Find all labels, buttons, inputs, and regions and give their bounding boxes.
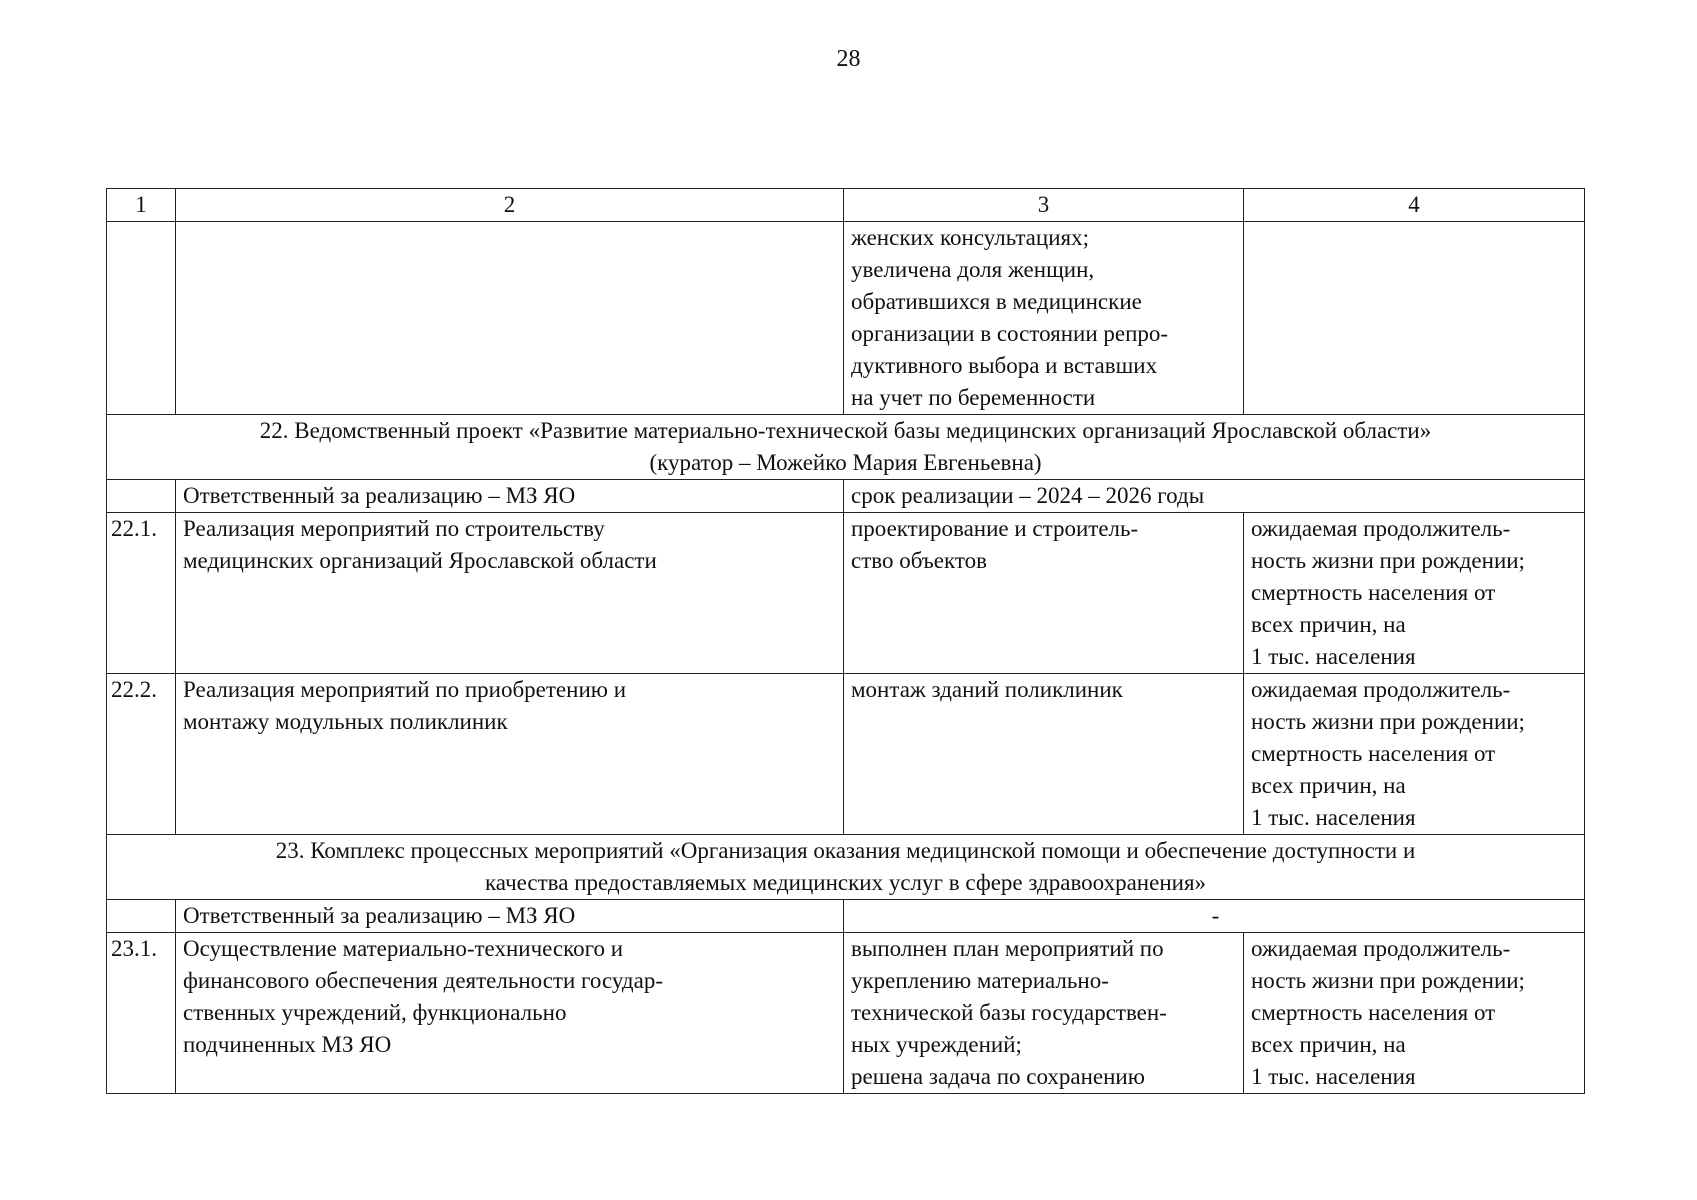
column-header-4: 4: [1244, 189, 1585, 222]
measure-name: Осуществление материально-технического и финансового обеспечения деятельности государ- ственных учреждений, функционально подчиненных МЗ ЯО: [176, 933, 844, 1094]
responsible-text: Ответственный за реализацию – МЗ ЯО: [176, 480, 844, 513]
table-row: [107, 513, 1585, 674]
section-23-title-row: [107, 835, 1585, 900]
measure-name: [176, 222, 844, 415]
table-row: [107, 933, 1585, 1094]
row-number: 23.1.: [107, 933, 176, 1094]
expected-result: женских консультациях; увеличена доля женщин, обратившихся в медицинские организации в состоянии репро- дуктивного выбора и вставших на учет по беременности: [844, 222, 1244, 415]
section-23-responsible-row: [107, 900, 1585, 933]
column-header-3: 3: [844, 189, 1244, 222]
plan-table: [106, 188, 1585, 1094]
indicator: ожидаемая продолжитель- ность жизни при рождении; смертность населения от всех причин, на 1 тыс. населения: [1244, 674, 1585, 835]
empty-cell: [107, 900, 176, 933]
indicator: [1244, 222, 1585, 415]
section-22-responsible-row: [107, 480, 1585, 513]
table-row-continuation: [107, 222, 1585, 415]
section-22-title-row: [107, 415, 1585, 480]
column-header-2: 2: [176, 189, 844, 222]
responsible-text: Ответственный за реализацию – МЗ ЯО: [176, 900, 844, 933]
measure-name: Реализация мероприятий по приобретению и монтажу модульных поликлиник: [176, 674, 844, 835]
table-header-row: [107, 189, 1585, 222]
indicator: ожидаемая продолжитель- ность жизни при рождении; смертность населения от всех причин, на 1 тыс. населения: [1244, 513, 1585, 674]
row-number: 22.1.: [107, 513, 176, 674]
measure-name: Реализация мероприятий по строительству медицинских организаций Ярославской области: [176, 513, 844, 674]
section-title: 22. Ведомственный проект «Развитие материально-технической базы медицинских организаций Ярославской области» (куратор – Можейко Мария Евгеньевна): [107, 415, 1585, 480]
row-number: 22.2.: [107, 674, 176, 835]
page-number: 28: [836, 46, 861, 72]
table-row: [107, 674, 1585, 835]
column-header-1: 1: [107, 189, 176, 222]
period-text: срок реализации – 2024 – 2026 годы: [844, 480, 1585, 513]
expected-result: выполнен план мероприятий по укреплению материально- технической базы государствен- ных учреждений; решена задача по сохранению: [844, 933, 1244, 1094]
expected-result: проектирование и строитель- ство объектов: [844, 513, 1244, 674]
empty-cell: [107, 480, 176, 513]
period-text: -: [844, 900, 1585, 933]
expected-result: монтаж зданий поликлиник: [844, 674, 1244, 835]
indicator: ожидаемая продолжитель- ность жизни при рождении; смертность населения от всех причин, на 1 тыс. населения: [1244, 933, 1585, 1094]
row-number: [107, 222, 176, 415]
section-title: 23. Комплекс процессных мероприятий «Организация оказания медицинской помощи и обеспечение доступности и качества предоставляемых медицинских услуг в сфере здравоохранения»: [107, 835, 1585, 900]
